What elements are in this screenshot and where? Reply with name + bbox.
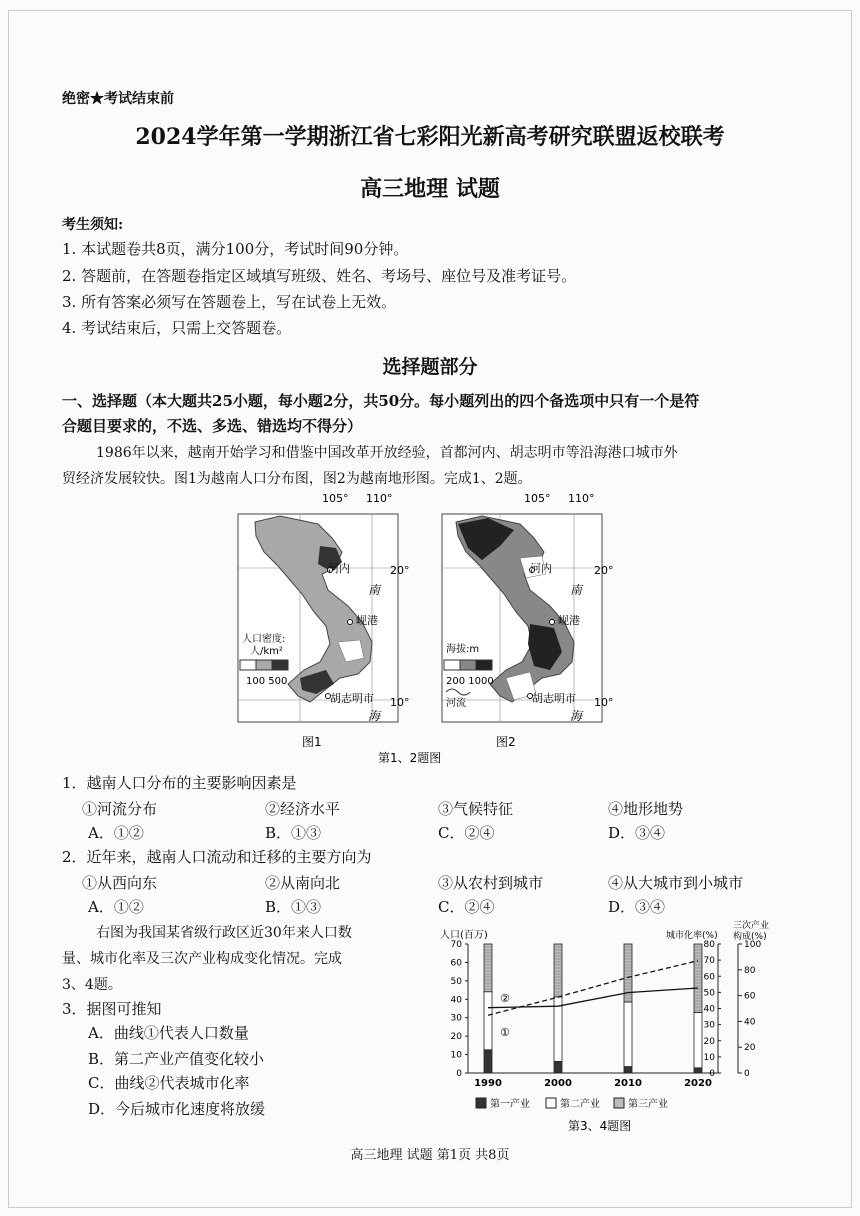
right-tick-label: 80: [744, 965, 756, 976]
answer-choice: B．第二产业产值变化较小: [88, 1050, 265, 1068]
x-tick-label: 1990: [474, 1078, 502, 1089]
notice-item: 3. 所有答案必须写在答题卷上，写在试卷上无效。: [62, 293, 397, 311]
left-tick-label: 60: [450, 958, 462, 969]
curve-label-1: ①: [500, 1026, 510, 1039]
right-tick-label: 40: [744, 1017, 756, 1028]
chart-caption: 第3、4题图: [568, 1119, 632, 1133]
right-tick-label: 0: [744, 1069, 750, 1079]
mid-tick-label: 30: [703, 1020, 715, 1031]
bar-segment: [624, 1002, 632, 1067]
left-axis-label: 人口(百万): [440, 930, 488, 941]
answer-choice: C．曲线②代表城市化率: [88, 1074, 250, 1092]
left-tick-label: 70: [450, 940, 462, 950]
answer-choice: D．今后城市化速度将放缓: [88, 1100, 266, 1118]
left-tick-label: 0: [456, 1069, 462, 1079]
mid-tick-label: 0: [709, 1069, 715, 1079]
mid-axis-label: 城市化率(%): [666, 931, 718, 941]
statement-item: ③气候特征: [438, 800, 514, 818]
legend-entry: 第二产业: [560, 1099, 600, 1110]
sea-label: 海: [368, 709, 381, 723]
answer-choice: D．③④: [608, 824, 666, 842]
bar-segment: [624, 1067, 632, 1073]
bar-segment: [484, 1050, 492, 1073]
notice-item: 2. 答题前，在答题卷指定区域填写班级、姓名、考场号、座位号及准考证号。: [62, 267, 577, 285]
mid-tick-label: 50: [703, 988, 715, 999]
mid-tick-label: 20: [703, 1036, 715, 1047]
notice-item: 1. 本试题卷共8页，满分100分，考试时间90分钟。: [62, 240, 409, 258]
lon-label: 110°: [366, 492, 393, 505]
left-tick-label: 20: [450, 1032, 462, 1043]
statement-item: ②从南向北: [265, 874, 341, 892]
sea-label: 海: [570, 709, 583, 723]
notice-heading: 考生须知:: [62, 217, 124, 233]
mid-tick-label: 70: [703, 956, 715, 967]
mid-tick-label: 60: [703, 972, 715, 983]
left-tick-label: 30: [450, 1013, 462, 1024]
mid-tick-label: 40: [703, 1004, 715, 1015]
city-label: 河内: [328, 562, 350, 575]
curve-line: [488, 988, 698, 1008]
question-stem: 3．据图可推知: [62, 1000, 162, 1018]
lat-label: 20°: [390, 564, 410, 577]
x-tick-label: 2010: [614, 1078, 642, 1089]
notice-item: 4. 考试结束后，只需上交答题卷。: [62, 319, 292, 337]
intro-line: 3、4题。: [62, 977, 122, 993]
population-urbanization-chart: [428, 920, 780, 1138]
statement-item: ①从西向东: [82, 874, 158, 892]
lat-label: 20°: [594, 564, 614, 577]
legend-title: 人口密度:: [242, 634, 286, 645]
mid-tick-label: 10: [703, 1052, 715, 1063]
lat-label: 10°: [594, 696, 614, 709]
answer-choice: A．曲线①代表人口数量: [88, 1024, 249, 1042]
fig-caption: 图2: [496, 735, 516, 749]
city-label: 岘港: [558, 614, 580, 627]
right-axis-label: 构成(%): [733, 932, 767, 942]
bar-segment: [694, 1012, 702, 1067]
city-label: 河内: [530, 562, 552, 575]
river-label: 河流: [446, 698, 466, 709]
x-tick-label: 2020: [684, 1078, 712, 1089]
city-label: 岘港: [356, 614, 378, 627]
intro-line: 右图为我国某省级行政区近30年来人口数: [96, 925, 352, 941]
legend-unit: 人/km²: [250, 646, 283, 657]
bar-segment: [554, 1061, 562, 1073]
left-tick-label: 50: [450, 976, 462, 987]
right-tick-label: 20: [744, 1043, 756, 1054]
question-stem: 2．近年来，越南人口流动和迁移的主要方向为: [62, 848, 372, 866]
sea-label: 南: [570, 583, 583, 597]
answer-choice: C．②④: [438, 824, 495, 842]
left-tick-label: 40: [450, 995, 462, 1006]
answer-choice: B．①③: [265, 898, 322, 916]
answer-choice: A．①②: [88, 824, 144, 842]
city-label: 胡志明市: [330, 692, 374, 705]
left-tick-label: 10: [450, 1050, 462, 1061]
instruction-line: 合题目要求的，不选、多选、错选均不得分）: [62, 417, 363, 435]
fig-caption: 图1: [302, 735, 322, 749]
question-stem: 1．越南人口分布的主要影响因素是: [62, 774, 297, 792]
sea-label: 南: [368, 583, 381, 597]
intro-line: 量、城市化率及三次产业构成变化情况。完成: [62, 951, 342, 967]
legend-values: 200 1000: [446, 676, 494, 687]
exam-subtitle: 高三地理 试题: [360, 176, 500, 202]
exam-title: 2024学年第一学期浙江省七彩阳光新高考研究联盟返校联考: [135, 124, 725, 150]
mid-tick-label: 80: [703, 940, 715, 950]
lat-label: 10°: [390, 696, 410, 709]
x-tick-label: 2000: [544, 1078, 572, 1089]
group-caption: 第1、2题图: [378, 751, 442, 765]
statement-item: ③从农村到城市: [438, 874, 544, 892]
section-title: 选择题部分: [382, 356, 478, 378]
population-density-map: [238, 492, 410, 723]
city-label: 胡志明市: [532, 692, 576, 705]
bar-segment: [484, 992, 492, 1050]
instruction-line: 一、选择题（本大题共25小题，每小题2分，共50分。每小题列出的四个备选项中只有一个是符: [62, 392, 700, 410]
answer-choice: A．①②: [88, 898, 144, 916]
legend-entry: 第三产业: [628, 1099, 668, 1110]
page-footer: 高三地理 试题 第1页 共8页: [350, 1148, 510, 1163]
answer-choice: B．①③: [265, 824, 322, 842]
vietnam-maps: [230, 492, 614, 770]
right-tick-label: 100: [744, 940, 762, 950]
statement-item: ④从大城市到小城市: [608, 874, 744, 892]
intro-line: 1986年以来，越南开始学习和借鉴中国改革开放经验，首都河内、胡志明市等沿海港口城市外: [96, 445, 678, 461]
statement-item: ①河流分布: [82, 800, 158, 818]
answer-choice: D．③④: [608, 898, 666, 916]
legend-entry: 第一产业: [490, 1099, 530, 1110]
lon-label: 105°: [322, 492, 349, 505]
chart-legend: [476, 1097, 668, 1110]
bar-segment: [694, 1068, 702, 1073]
answer-choice: C．②④: [438, 898, 495, 916]
statement-item: ②经济水平: [265, 800, 341, 818]
statement-item: ④地形地势: [608, 800, 684, 818]
secret-label: 绝密★考试结束前: [62, 91, 174, 107]
legend-title: 海拔:m: [446, 644, 480, 655]
terrain-map: [442, 492, 614, 723]
bar-segment: [694, 944, 702, 1012]
curve-label-2: ②: [500, 992, 510, 1005]
legend-values: 100 500: [246, 676, 288, 687]
lon-label: 110°: [568, 492, 595, 505]
intro-line: 贸经济发展较快。图1为越南人口分布图，图2为越南地形图。完成1、2题。: [62, 471, 532, 487]
lon-label: 105°: [524, 492, 551, 505]
right-axis-label: 三次产业: [733, 921, 770, 931]
right-tick-label: 60: [744, 991, 756, 1002]
